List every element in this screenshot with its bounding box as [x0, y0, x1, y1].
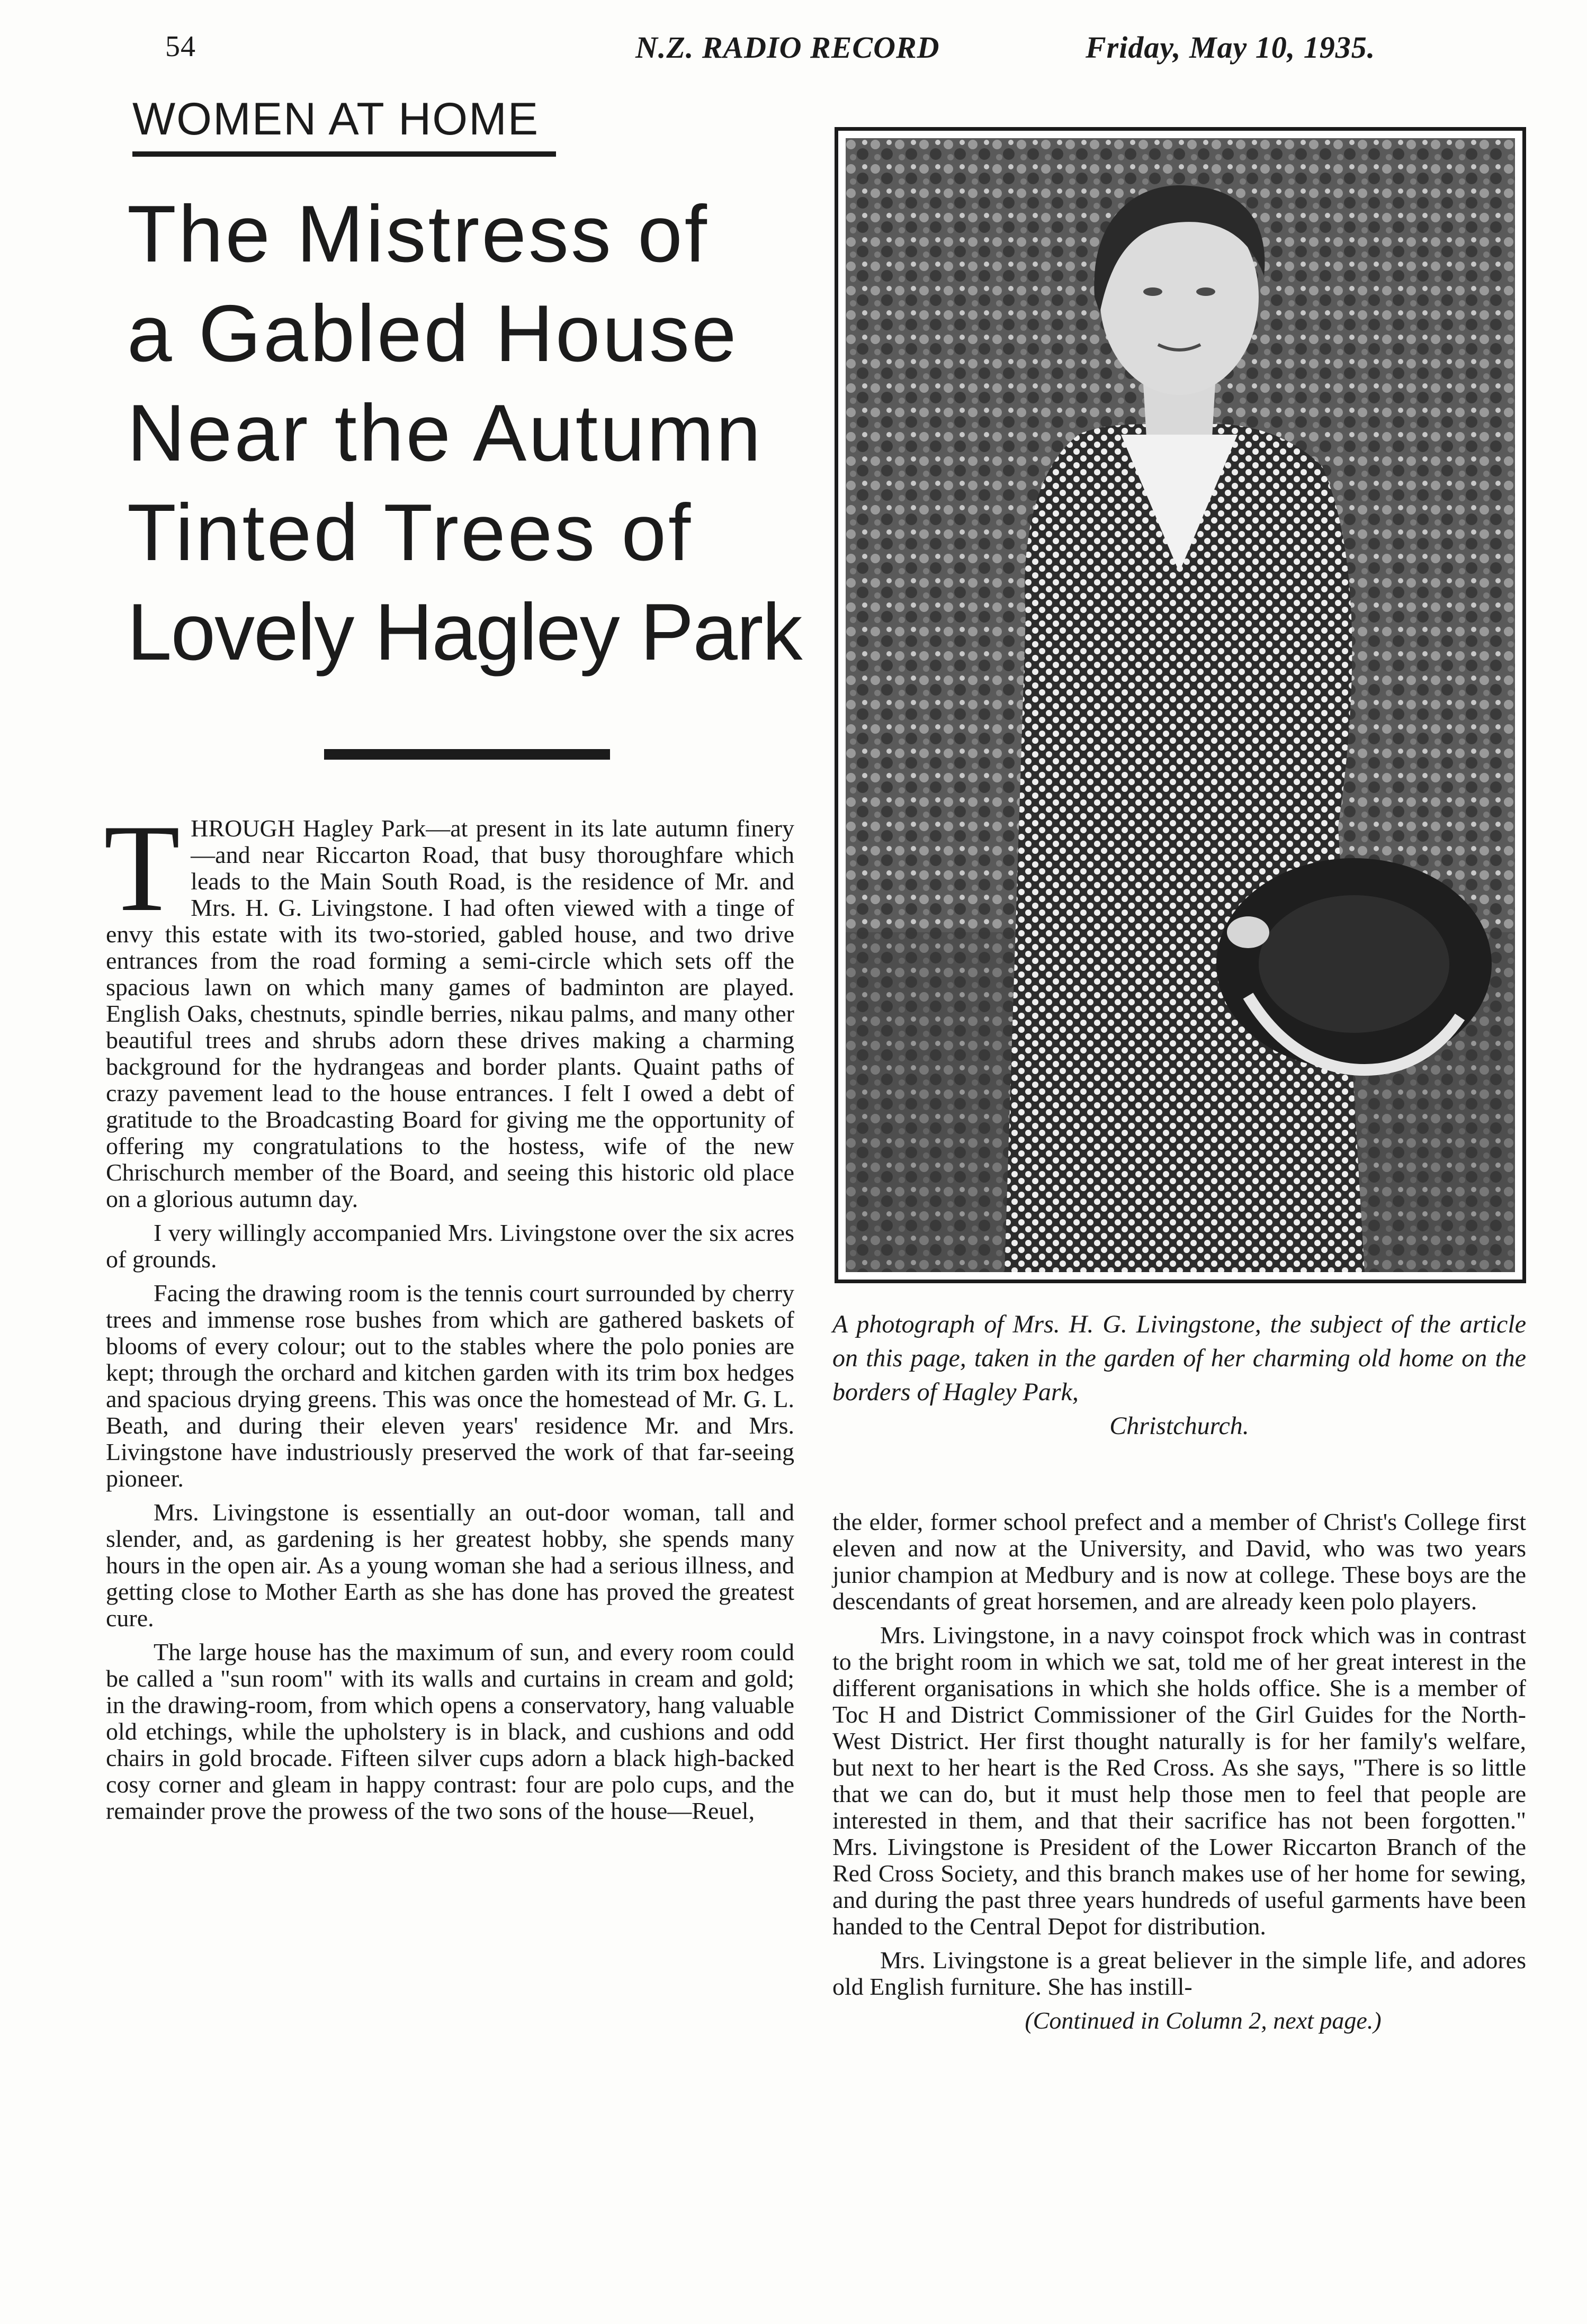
article-paragraph: I very willingly accompanied Mrs. Livingstone over the six acres of grounds. [106, 1219, 794, 1273]
caption-last-line: Christchurch. [1109, 1412, 1249, 1440]
paragraph-text: HROUGH Hagley Park—at present in its late autumn finery—and near Riccarton Road, that busy thoroughfare which leads to the Main South Road, is the residence of Mr. and Mrs. H. G. Livingstone. I had often viewed with a tinge of envy this estate with its two-storied, gabled house, and two drive entrances from the road forming a semi-circle which sets off the spacious lawn on which many games of badminton are played. English Oaks, chestnuts, spindle berries, nikau palms, and many other beautiful trees and shrubs adorn these drives making a charming background for the hydrangeas and border plants. Quaint paths of crazy pavement lead to the house entrances. I felt I owed a debt of gratitude to the Broadcasting Board for giving me the opportunity of offering my congratulations to the hostess, wife of the new Chrischurch member of the Board, and seeing this historic old place on a glorious autumn day. [106, 815, 794, 1212]
article-paragraph: Mrs. Livingstone, in a navy coinspot frock which was in contrast to the bright room in which we sat, told me of her great interest in the different organisations in which she holds office. She is a member of Toc H and District Commissioner of the Girl Guides for the North-West District. Her first thought naturally is for her family's welfare, but next to her heart is the Red Cross. As she says, "There is so little that we can do, but it must help those men to feel that people are interested in them, and that their sacrifice has not been forgotten." Mrs. Livingstone is President of the Lower Riccarton Branch of the Red Cross Society, and this branch makes use of her home for sewing, and during the past three years hundreds of useful garments have been handed to the Central Depot for distribution. [832, 1622, 1526, 1940]
page-number: 54 [165, 30, 196, 63]
continued-note: (Continued in Column 2, next page.) [1025, 2007, 1382, 2034]
article-paragraph: the elder, former school prefect and a member of Christ's College first eleven and now at the University, and David, who was two years junior champion at Medbury and is now at college. These boys are the descendants of great horsemen, and are already keen polo players. [832, 1508, 1526, 1615]
caption-text: A photograph of Mrs. H. G. Livingstone, the subject of the article on this page, taken in the garden of her charming old home on the borders of Hagley Park, [832, 1310, 1526, 1406]
portrait-photo [835, 127, 1526, 1283]
portrait-illustration [846, 138, 1515, 1272]
drop-cap: T [104, 799, 181, 938]
publication-name: N.Z. RADIO RECORD [635, 30, 940, 65]
article-column-right [832, 1509, 1526, 2041]
article-column-left [104, 799, 794, 1832]
issue-date: Friday, May 10, 1935. [1086, 30, 1376, 65]
article-paragraph: Facing the drawing room is the tennis court surrounded by cherry trees and immense rose bushes from which are gathered baskets of blooms of every colour; out to the stables where the polo ponies are kept; through the orchard and kitchen garden with its trim box hedges and spacious drying greens. This was once the homestead of Mr. G. L. Beath, and during their eleven years' residence Mr. and Mrs. Livingstone have industriously preserved the work of that far-seeing pioneer. [106, 1280, 794, 1492]
headline-line: Lovely Hagley Park [127, 587, 802, 677]
section-rule [132, 151, 556, 157]
headline-line: a Gabled House [127, 289, 739, 379]
headline-line: Tinted Trees of [127, 488, 693, 578]
article-paragraph: Mrs. Livingstone is essentially an out-door woman, tall and slender, and, as gardening is her greatest hobby, she spends many hours in the open air. As a young woman she had a serious illness, and getting close to Mother Earth as she has done has proved the greatest cure. [106, 1499, 794, 1632]
section-title: WOMEN AT HOME [132, 94, 540, 145]
photo-caption [832, 1308, 1526, 1443]
article-paragraph: Mrs. Livingstone is a great believer in the simple life, and adores old English furniture. She has instill- [832, 1947, 1526, 2000]
headline [127, 184, 831, 682]
article-paragraph: The large house has the maximum of sun, and every room could be called a "sun room" with its walls and curtains in cream and gold; in the drawing-room, from which opens a conservatory, hang valuable old etchings, while the upholstery is in black, and cushions and odd chairs in gold brocade. Fifteen silver cups adorn a black high-backed cosy corner and gleam in happy contrast: four are polo cups, and the remainder prove the prowess of the two sons of the house—Reuel, [106, 1638, 794, 1824]
headline-line: Near the Autumn [127, 388, 763, 478]
article-paragraph [104, 799, 794, 1212]
headline-line: The Mistress of [127, 189, 709, 279]
headline-rule [324, 749, 610, 760]
